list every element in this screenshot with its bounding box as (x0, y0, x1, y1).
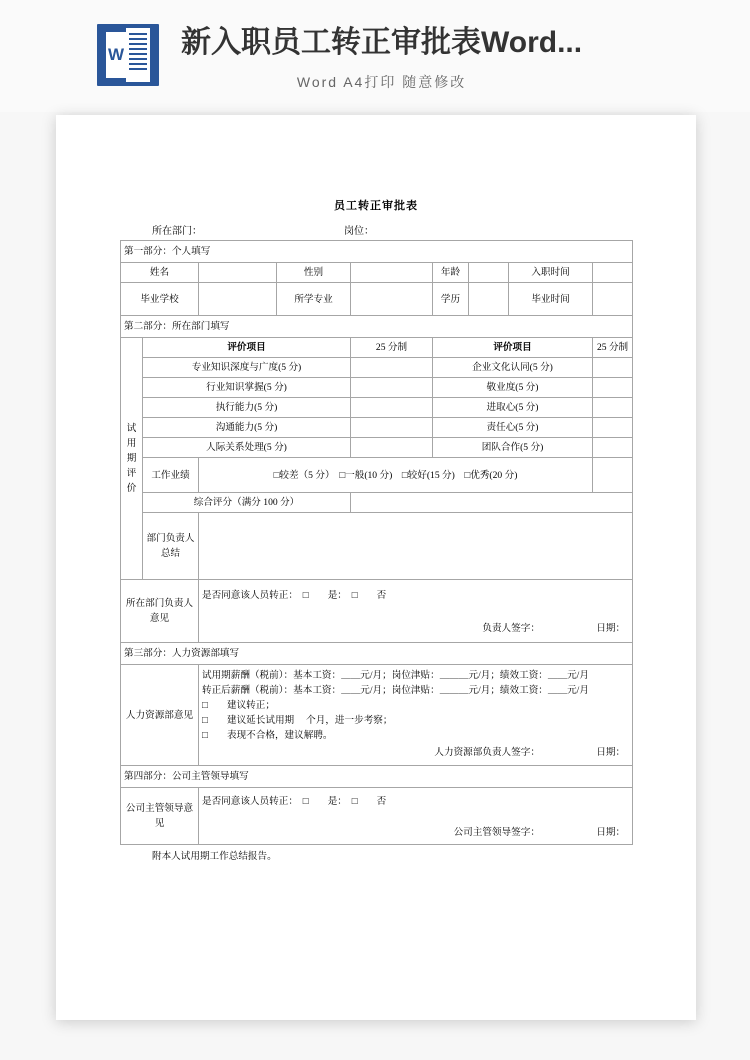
eval-item-left: 执行能力(5 分) (143, 398, 351, 418)
document-top-fields (56, 222, 696, 236)
eval-item-left: 行业知识掌握(5 分) (143, 378, 351, 398)
label-work-performance: 工作业绩 (143, 458, 199, 493)
vertical-label-hr-opinion: 人力资源部意见 (121, 665, 199, 766)
vertical-label-exec-opinion: 公司主管领导意见 (121, 788, 199, 845)
dept-opinion-body (199, 580, 633, 643)
label-dept-head-summary: 部门负责人总结 (143, 513, 199, 580)
input-total-score[interactable] (351, 493, 633, 513)
section-label-part2: 第二部分：所在部门填写 (121, 316, 633, 338)
vertical-label-dept-opinion: 所在部门负责人意见 (121, 580, 199, 643)
eval-score-right[interactable] (593, 398, 633, 418)
table-row (121, 338, 633, 358)
word-app-icon (97, 24, 159, 86)
eval-item-right: 进取心(5 分) (433, 398, 593, 418)
hr-signature[interactable]: 人力资源部负责人签字： (434, 747, 540, 758)
eval-score-right[interactable] (593, 418, 633, 438)
eval-item-left: 人际关系处理(5 分) (143, 438, 351, 458)
field-department: 所在部门： (152, 226, 202, 237)
eval-score-right[interactable] (593, 358, 633, 378)
section-label-part3: 第三部分：人力资源部填写 (121, 643, 633, 665)
table-row (121, 358, 633, 378)
table-row (121, 418, 633, 438)
eval-item-right: 团队合作(5 分) (433, 438, 593, 458)
header-eval-item-right: 评价项目 (433, 338, 593, 358)
table-row (121, 316, 633, 338)
eval-score-right[interactable] (593, 378, 633, 398)
table-row (121, 378, 633, 398)
table-row (121, 493, 633, 513)
label-name: 姓名 (121, 263, 199, 283)
input-major[interactable] (351, 283, 433, 316)
input-graduation-time[interactable] (593, 283, 633, 316)
word-icon-letter: W (107, 45, 125, 64)
page-title: 新入职员工转正审批表Word... (181, 26, 583, 59)
section-label-part4: 第四部分：公司主管领导填写 (121, 766, 633, 788)
eval-item-left: 专业知识深度与广度(5 分) (143, 358, 351, 378)
eval-item-left: 沟通能力(5 分) (143, 418, 351, 438)
table-row (121, 643, 633, 665)
input-school[interactable] (199, 283, 277, 316)
exec-signature[interactable]: 公司主管领导签字： (453, 827, 540, 838)
label-entry-time: 入职时间 (509, 263, 593, 283)
exec-date[interactable]: 日期： (596, 827, 626, 838)
work-performance-options[interactable]: □较差（5 分） □一般(10 分) □较好(15 分) □优秀(20 分) (199, 458, 593, 493)
table-row (121, 788, 633, 845)
page-subtitle: Word A4打印 随意修改 (296, 74, 467, 90)
input-age[interactable] (469, 263, 509, 283)
eval-score-left[interactable] (351, 378, 433, 398)
field-position: 岗位： (344, 226, 374, 237)
header-score-left: 25 分制 (351, 338, 433, 358)
section-label-part1: 第一部分：个人填写 (121, 241, 633, 263)
table-row (121, 580, 633, 643)
label-school: 毕业学校 (121, 283, 199, 316)
hr-salary-probation: 试用期薪酬（税前）：基本工资：＿＿元/月；岗位津贴：＿＿＿元/月；绩效工资：＿＿元/月 (202, 670, 589, 681)
hr-date[interactable]: 日期： (596, 747, 626, 758)
input-gender[interactable] (351, 263, 433, 283)
hr-option-dismiss[interactable]: □ 表现不合格，建议解聘。 (202, 730, 333, 741)
exec-opinion-question[interactable]: 是否同意该人员转正： □ 是： □ 否 (202, 796, 387, 807)
label-gender: 性别 (277, 263, 351, 283)
label-graduation-time: 毕业时间 (509, 283, 593, 316)
eval-item-right: 责任心(5 分) (433, 418, 593, 438)
footer-note: 附本人试用期工作总结报告。 (152, 851, 277, 862)
table-row (121, 283, 633, 316)
header-eval-item-left: 评价项目 (143, 338, 351, 358)
input-name[interactable] (199, 263, 277, 283)
dept-opinion-signature[interactable]: 负责人签字： (482, 623, 540, 634)
table-row (121, 665, 633, 766)
header-score-right: 25 分制 (593, 338, 633, 358)
eval-item-right: 敬业度(5 分) (433, 378, 593, 398)
eval-score-left[interactable] (351, 438, 433, 458)
input-entry-time[interactable] (593, 263, 633, 283)
approval-form-table (120, 240, 633, 845)
table-row (121, 458, 633, 493)
dept-opinion-date[interactable]: 日期： (596, 623, 626, 634)
label-age: 年龄 (433, 263, 469, 283)
document-page (56, 115, 696, 1020)
input-education[interactable] (469, 283, 509, 316)
work-performance-score[interactable] (593, 458, 633, 493)
eval-score-right[interactable] (593, 438, 633, 458)
eval-score-left[interactable] (351, 358, 433, 378)
vertical-label-probation-eval: 试用期评价 (121, 338, 143, 580)
eval-score-left[interactable] (351, 418, 433, 438)
word-icon-lines (129, 33, 147, 77)
label-major: 所学专业 (277, 283, 351, 316)
table-row (121, 398, 633, 418)
table-row (121, 263, 633, 283)
eval-item-right: 企业文化认同(5 分) (433, 358, 593, 378)
hr-salary-regular: 转正后薪酬（税前）：基本工资：＿＿元/月；岗位津贴：＿＿＿元/月；绩效工资：＿＿元/月 (202, 685, 589, 696)
table-row (121, 438, 633, 458)
dept-opinion-question[interactable]: 是否同意该人员转正： □ 是： □ 否 (202, 590, 387, 601)
hr-opinion-body (199, 665, 633, 766)
input-dept-head-summary[interactable] (199, 513, 633, 580)
exec-opinion-body (199, 788, 633, 845)
label-total-score: 综合评分（满分 100 分） (143, 493, 351, 513)
document-title: 员工转正审批表 (334, 200, 418, 212)
table-row (121, 766, 633, 788)
table-row (121, 241, 633, 263)
hr-option-approve[interactable]: □ 建议转正； (202, 700, 275, 711)
eval-score-left[interactable] (351, 398, 433, 418)
label-education: 学历 (433, 283, 469, 316)
hr-option-extend[interactable]: □ 建议延长试用期 个月，进一步考察； (202, 715, 393, 726)
table-row (121, 513, 633, 580)
page-header (0, 0, 750, 112)
